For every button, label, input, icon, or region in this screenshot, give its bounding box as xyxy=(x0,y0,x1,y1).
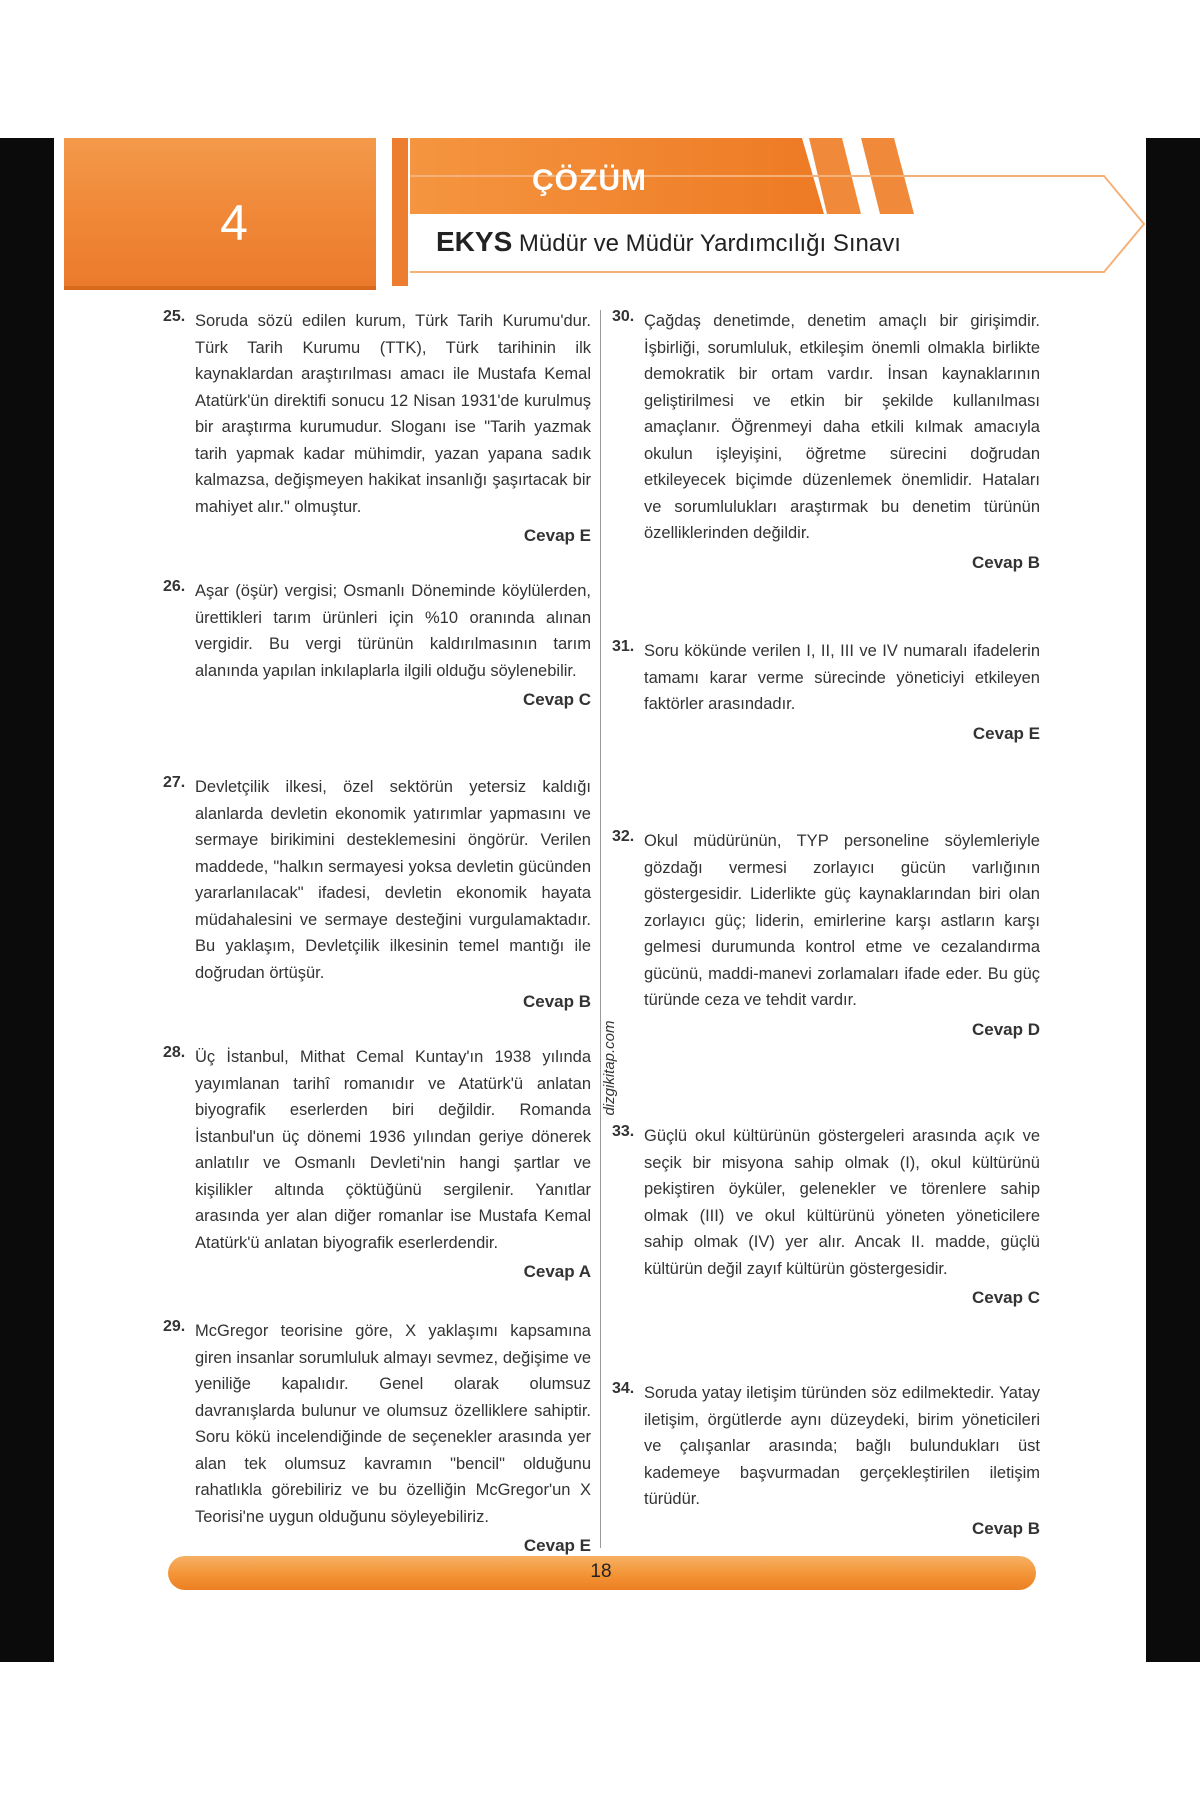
answer-label: Cevap B xyxy=(971,1518,1040,1538)
answer-label: Cevap E xyxy=(972,723,1040,743)
page-number: 18 xyxy=(590,1561,612,1582)
answer-label: Cevap D xyxy=(971,1019,1040,1039)
solution-label: ÇÖZÜM xyxy=(532,164,647,197)
question-number: 27. xyxy=(163,774,186,791)
answer-label: Cevap E xyxy=(523,1536,591,1555)
section-number: 4 xyxy=(220,195,248,251)
column-divider xyxy=(600,310,601,1548)
answer-label: Cevap C xyxy=(971,1288,1040,1307)
answer-label: Cevap C xyxy=(522,690,591,709)
question-32 xyxy=(612,828,1040,1040)
question-explanation: Güçlü okul kültürünün göstergeleri arasında açık ve seçik bir misyona sahip olmak (I), okul kültürünü pekiştiren öyküler, gelenekler ve törenlere sahip olmak (III) ve okul kültürünü yöneten yöneticilere sahip olmak (IV) yer alır. Ancak II. madde, güçlü kültürün değil zayıf kültürün göstergesidir. xyxy=(644,1127,1040,1278)
question-31 xyxy=(612,638,1040,744)
question-explanation: Okul müdürünün, TYP personeline söylemleriyle gözdağı vermesi zorlayıcı gücün varlığının göstergesidir. Liderlikte güç kaynaklarından biri olan zorlayıcı güç; liderin, emirlerine karşı astların karşı gelmesi durumunda kontrol etme ve cezalandırma gücünü, maddi-manevi zorlamaları ifade eder. Bu güç türünde ceza ve tehdit vardır. xyxy=(644,832,1040,1009)
question-explanation: McGregor teorisine göre, X yaklaşımı kapsamına giren insanlar sorumluluk almayı sevmez, değişime ve yeniliğe kapalıdır. Genel olarak olumsuz davranışlarda bulunur ve olumsuz özelliklere sahiptir. Soru kökü incelendiğinde de seçenekler arasında yer alan tek olumsuz kavramın "bencil" olduğunu rahatlıkla görebiliriz ve bu özelliğin McGregor'un X Teorisi'ne uygun olduğunu söyleyebiliriz. xyxy=(195,1322,591,1526)
question-27 xyxy=(163,774,591,1012)
question-30 xyxy=(612,308,1040,573)
question-26 xyxy=(163,578,591,710)
answer-label: Cevap B xyxy=(971,552,1040,572)
question-29 xyxy=(163,1318,591,1556)
exam-prefix: EKYS xyxy=(436,226,513,257)
question-explanation: Üç İstanbul, Mithat Cemal Kuntay'ın 1938 yılında yayımlanan tarihî romanıdır ve Atatürk'ü anlatan biyografik eserlerden biri değildir. Romanda İstanbul'un üç dönemi 1936 yılından geriye dönerek anlatılır ve Osmanlı Devleti'nin hangi şartlar ve kişilikler altında çöktüğünü sergilenir. Yanıtlar arasında yer alan diğer romanlar ise Mustafa Kemal Atatürk'ü anlatan biyografik eserlerdendir. xyxy=(195,1048,591,1252)
question-34 xyxy=(612,1380,1040,1539)
question-explanation: Çağdaş denetimde, denetim amaçlı bir girişimdir. İşbirliği, sorumluluk, etkileşim önemli olmakla birlikte demokratik bir ortam vardır. İnsan kaynaklarının geliştirilmesi ve etkin bir şekilde kullanılması amaçlanır. Öğrenmeyi daha etkili kılmak amacıyla okulun işleyişini, öğretme sürecini doğrudan etkileyecek biçimde düzenlemek önemlidir. Hataları ve sorumlulukları araştırmak bu denetim türünün özelliklerinden değildir. xyxy=(644,312,1040,542)
question-number: 32. xyxy=(612,828,635,845)
question-number: 34. xyxy=(612,1380,635,1397)
exam-title xyxy=(436,226,901,258)
question-number: 28. xyxy=(163,1044,186,1061)
question-number: 31. xyxy=(612,638,635,655)
question-number: 33. xyxy=(612,1123,635,1140)
question-explanation: Soruda sözü edilen kurum, Türk Tarih Kurumu'dur. Türk Tarih Kurumu (TTK), Türk tarihinin ilk kaynaklardan araştırılması amacı ile Mustafa Kemal Atatürk'ün direktifi sonucu 12 Nisan 1931'de kurulmuş bir araştırma kurumudur. Sloganı ise "Tarih yazmak tarih yapmak kadar mühimdir, yazan yapana sadık kalmazsa, değişmeyen hakikat insanlığı şaşırtacak bir mahiyet alır." olmuştur. xyxy=(195,312,591,516)
watermark-text: dizgikitap.com xyxy=(601,1020,618,1116)
question-number: 26. xyxy=(163,578,186,595)
answer-label: Cevap A xyxy=(523,1262,591,1281)
document-page xyxy=(54,138,1146,1662)
question-explanation: Soruda yatay iletişim türünden söz edilmektedir. Yatay iletişim, örgütlerde aynı düzeydeki, birim yöneticileri ve çalışanlar arasında; bağlı bulundukları üst kademeye başvurmadan gerçekleştirilen iletişim türüdür. xyxy=(644,1384,1040,1508)
question-number: 29. xyxy=(163,1318,186,1335)
right-frame-bar xyxy=(1146,138,1200,1662)
question-33 xyxy=(612,1123,1040,1308)
question-explanation: Devletçilik ilkesi, özel sektörün yetersiz kaldığı alanlarda devletin ekonomik yatırımlar yapmasını ve sermaye birikimini desteklemesini öngörür. Verilen maddede, "halkın sermayesi yoksa devletin gücünden yararlanılacak" ifadesi, devletin ekonomik hayata müdahalesini ve sermaye desteğini vurgulamaktadır. Bu yaklaşım, Devletçilik ilkesinin temel mantığı ile doğrudan örtüşür. xyxy=(195,778,591,982)
question-28 xyxy=(163,1044,591,1282)
question-explanation: Aşar (öşür) vergisi; Osmanlı Döneminde köylülerden, ürettikleri tarım ürünleri için %10 oranında alınan vergidir. Bu vergi türünün kaldırılmasının tarım alanında yapılan inkılaplarla ilgili olduğu söylenebilir. xyxy=(195,582,591,680)
answer-label: Cevap B xyxy=(522,992,591,1011)
question-number: 30. xyxy=(612,308,635,325)
question-number: 25. xyxy=(163,308,186,325)
answer-label: Cevap E xyxy=(523,526,591,545)
left-frame-bar xyxy=(0,138,54,1662)
exam-name: Müdür ve Müdür Yardımcılığı Sınavı xyxy=(518,230,901,257)
section-number-block xyxy=(64,138,376,290)
question-explanation: Soru kökünde verilen I, II, III ve IV numaralı ifadelerin tamamı karar verme sürecinde yöneticiyi etkileyen faktörler arasındadır. xyxy=(644,642,1040,713)
header-arrow-banner xyxy=(406,138,1146,288)
question-25 xyxy=(163,308,591,546)
